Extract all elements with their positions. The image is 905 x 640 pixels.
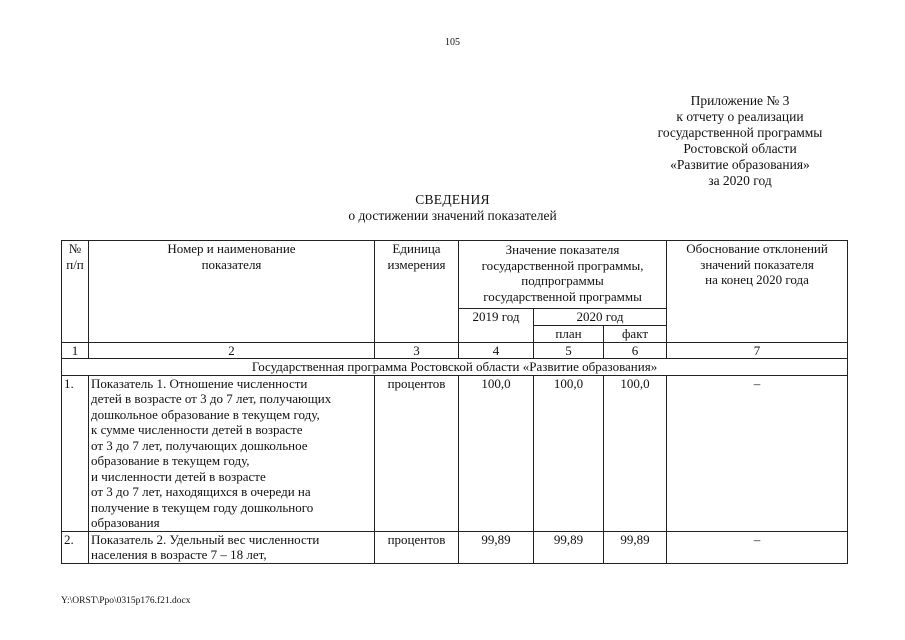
row-unit: процентов (375, 375, 459, 531)
header-value-group: Значение показателя государственной программы, подпрограммы государственной программы (459, 241, 667, 309)
row-justification: – (667, 531, 848, 563)
appendix-line: государственной программы (657, 125, 823, 140)
header-plan: план (534, 325, 604, 342)
document-heading (0, 192, 905, 224)
page-number: 105 (445, 37, 460, 48)
document-title: СВЕДЕНИЯ (415, 192, 490, 207)
row-fact: 100,0 (604, 375, 667, 531)
column-number: 1 (62, 342, 89, 359)
row-value-2019: 99,89 (459, 531, 534, 563)
column-number: 4 (459, 342, 534, 359)
table-row (62, 531, 848, 563)
file-path-footer: Y:\ORST\Ppo\0315p176.f21.docx (61, 596, 191, 606)
header-fact: факт (604, 325, 667, 342)
appendix-line: к отчету о реализации (676, 109, 804, 124)
row-unit: процентов (375, 531, 459, 563)
appendix-line: Приложение № 3 (690, 93, 790, 108)
column-number: 7 (667, 342, 848, 359)
appendix-line: за 2020 год (708, 173, 772, 188)
row-num: 2. (62, 531, 89, 563)
row-plan: 99,89 (534, 531, 604, 563)
row-fact: 99,89 (604, 531, 667, 563)
program-title-row: Государственная программа Ростовской области «Развитие образования» (62, 359, 848, 376)
header-year-2019: 2019 год (459, 309, 534, 343)
header-year-2020: 2020 год (534, 309, 667, 326)
header-num: № п/п (62, 241, 89, 343)
column-number: 2 (89, 342, 375, 359)
appendix-line: «Развитие образования» (670, 157, 810, 172)
row-num: 1. (62, 375, 89, 531)
indicators-table (61, 240, 848, 564)
appendix-line: Ростовской области (683, 141, 797, 156)
header-unit: Единица измерения (375, 241, 459, 343)
document-subtitle: о достижении значений показателей (348, 208, 557, 223)
table-row (62, 375, 848, 531)
header-justification: Обоснование отклонений значений показателя на конец 2020 года (667, 241, 848, 343)
header-name: Номер и наименование показателя (89, 241, 375, 343)
appendix-caption (620, 93, 860, 189)
column-number: 6 (604, 342, 667, 359)
row-name: Показатель 1. Отношение численности детей в возрасте от 3 до 7 лет, получающих дошкольное образование в текущем году, к сумме численности детей в возрасте от 3 до 7 лет, получающих дошкольное образование в текущем году, и численности детей в возрасте от 3 до 7 лет, находящихся в очереди на получение в текущем году дошкольного образования (89, 375, 375, 531)
column-number: 5 (534, 342, 604, 359)
row-plan: 100,0 (534, 375, 604, 531)
column-number: 3 (375, 342, 459, 359)
row-name: Показатель 2. Удельный вес численности населения в возрасте 7 – 18 лет, (89, 531, 375, 563)
row-value-2019: 100,0 (459, 375, 534, 531)
row-justification: – (667, 375, 848, 531)
